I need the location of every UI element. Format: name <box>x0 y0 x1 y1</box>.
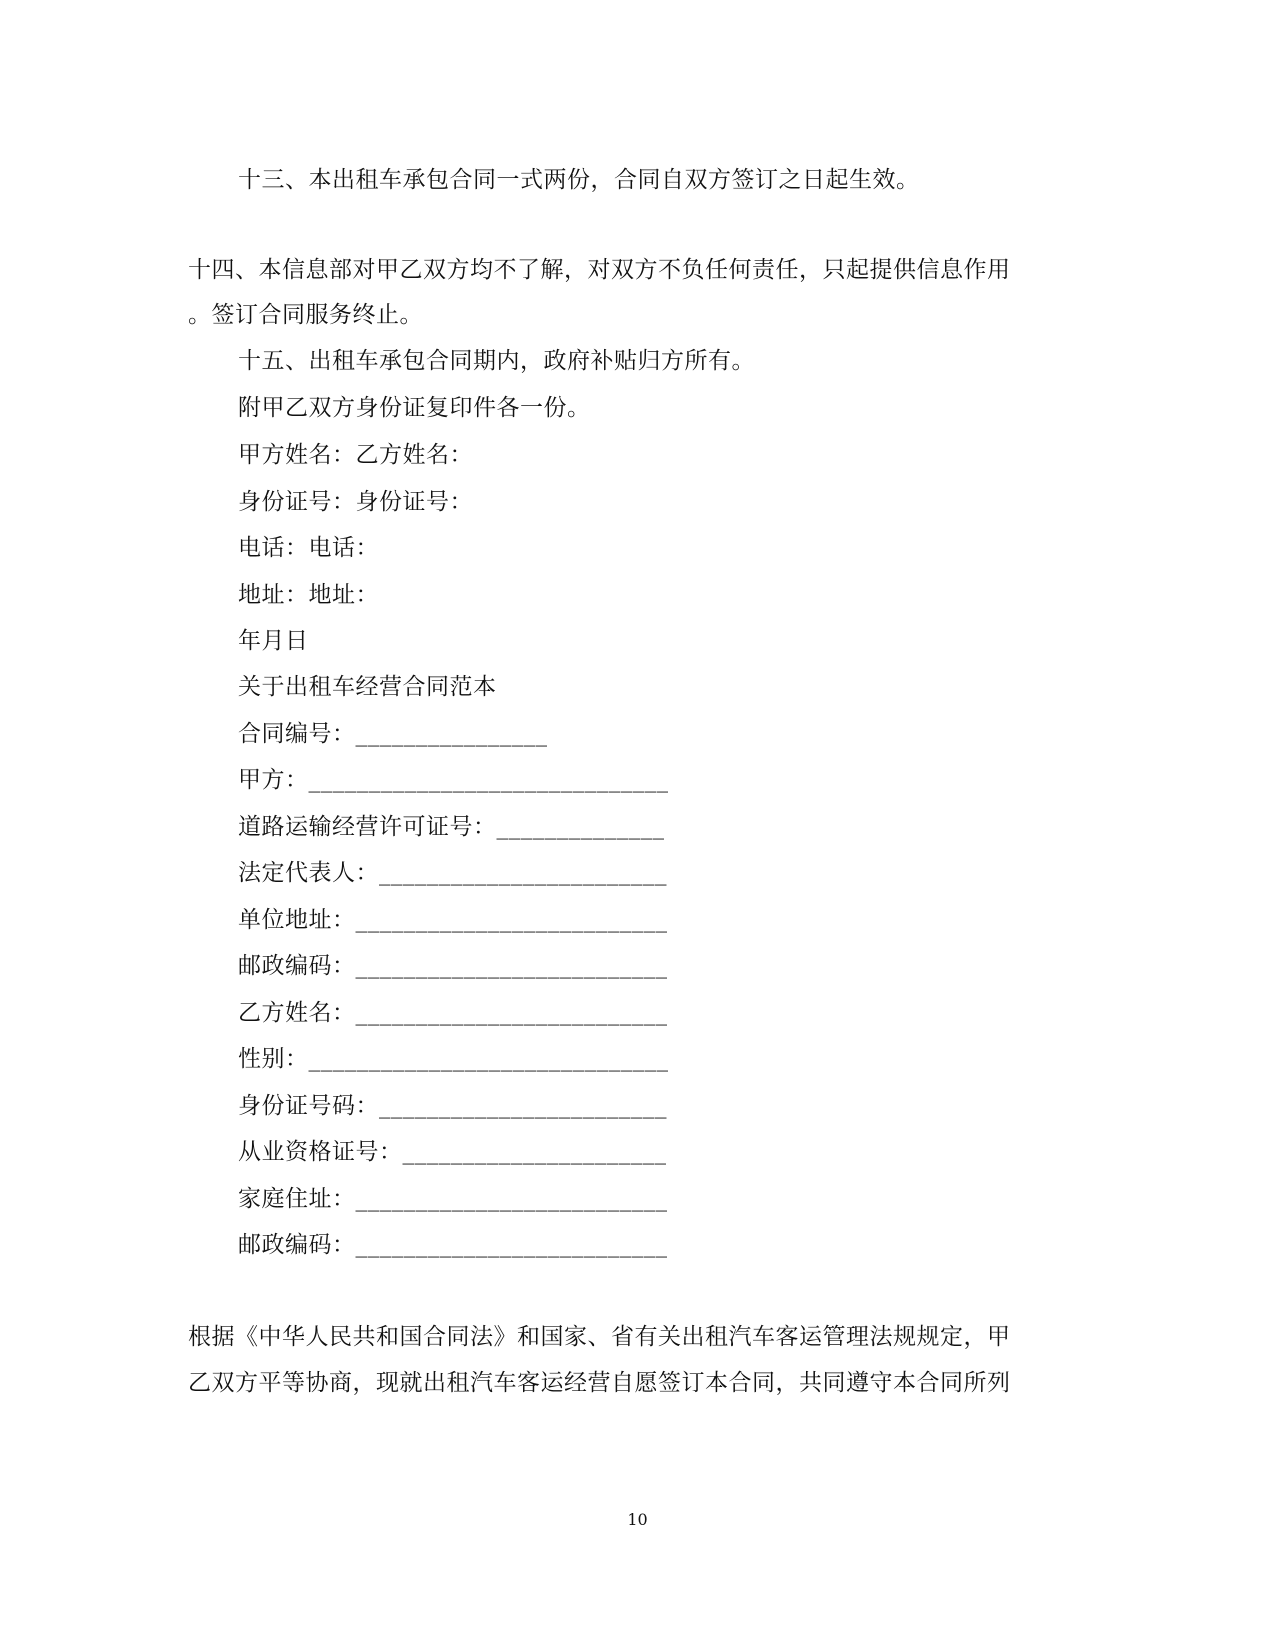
company-address-field: 单位地址：__________________________ <box>238 907 668 933</box>
address-line: 地址：地址： <box>238 582 379 608</box>
clause-14-line-2: 。签订合同服务终止。 <box>188 302 423 328</box>
qualification-cert-field: 从业资格证号：______________________ <box>238 1139 667 1165</box>
home-address-field: 家庭住址：__________________________ <box>238 1186 668 1212</box>
preamble-line-2: 乙双方平等协商，现就出租汽车客运经营自愿签订本合同，共同遵守本合同所列 <box>188 1370 1011 1396</box>
contract-number-field: 合同编号：________________ <box>238 721 548 747</box>
clause-14-line-1: 十四、本信息部对甲乙双方均不了解，对双方不负任何责任，只起提供信息作用 <box>188 257 1011 283</box>
id-numbers-line: 身份证号：身份证号： <box>238 489 473 515</box>
postal-code-b-field: 邮政编码：__________________________ <box>238 1232 668 1258</box>
party-names-line: 甲方姓名：乙方姓名： <box>238 442 473 468</box>
party-a-field: 甲方：______________________________ <box>238 767 669 793</box>
clause-13: 十三、本出租车承包合同一式两份，合同自双方签订之日起生效。 <box>238 167 920 193</box>
phone-line: 电话：电话： <box>238 535 379 561</box>
postal-code-a-field: 邮政编码：__________________________ <box>238 953 668 979</box>
contract-title: 关于出租车经营合同范本 <box>238 674 497 700</box>
attachment-note: 附甲乙双方身份证复印件各一份。 <box>238 395 591 421</box>
page-number: 10 <box>627 1510 648 1529</box>
party-b-name-field: 乙方姓名：__________________________ <box>238 1000 668 1026</box>
id-number-field: 身份证号码：________________________ <box>238 1093 667 1119</box>
clause-15: 十五、出租车承包合同期内，政府补贴归方所有。 <box>238 348 755 374</box>
preamble-line-1: 根据《中华人民共和国合同法》和国家、省有关出租汽车客运管理法规规定，甲 <box>188 1324 1011 1350</box>
legal-representative-field: 法定代表人：________________________ <box>238 860 667 886</box>
transport-license-field: 道路运输经营许可证号：______________ <box>238 814 665 840</box>
gender-field: 性别：______________________________ <box>238 1046 669 1072</box>
date-line: 年月日 <box>238 628 309 654</box>
